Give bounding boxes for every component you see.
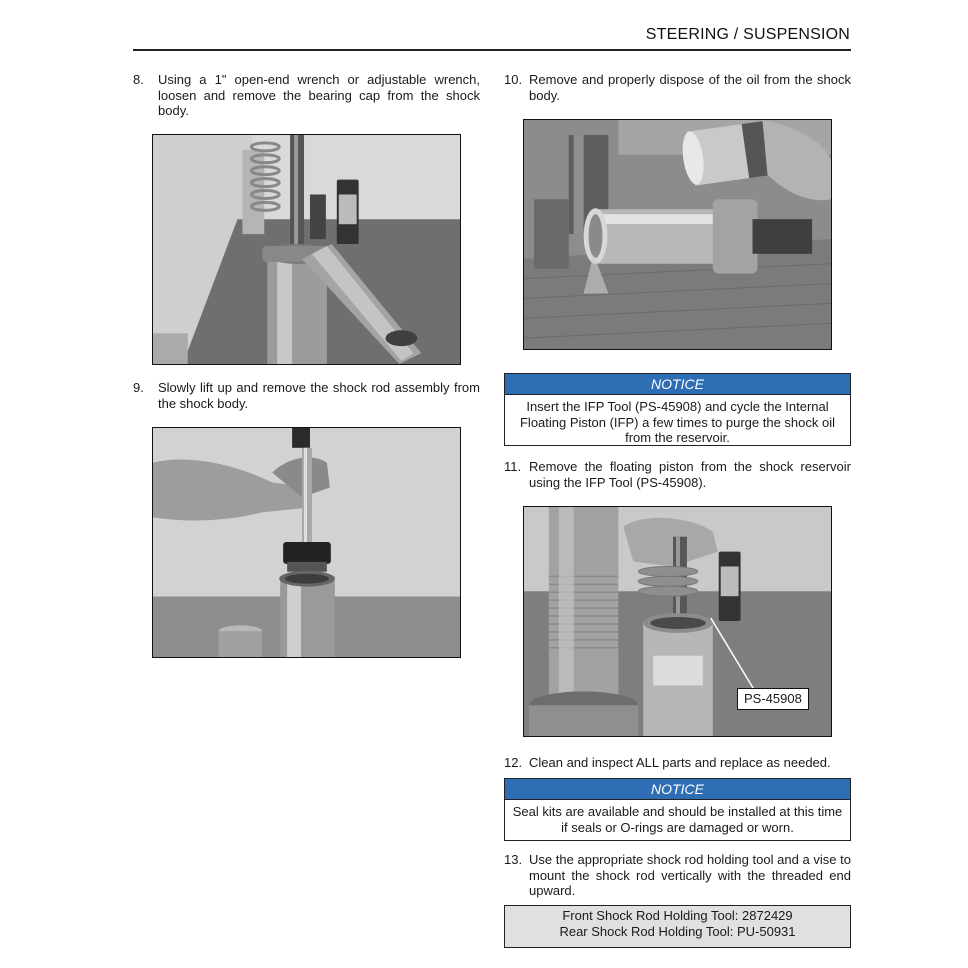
notice-label: NOTICE	[505, 374, 850, 395]
step-number: 12.	[504, 755, 523, 770]
notice-label: NOTICE	[505, 779, 850, 800]
page-header-title: STEERING / SUSPENSION	[645, 26, 850, 43]
step-text: Clean and inspect ALL parts and replace as needed.	[529, 755, 831, 770]
notice-text: Insert the IFP Tool (PS-45908) and cycle the Internal Floating Piston (IFP) a few times to purge the shock oil from the reservoir.	[519, 399, 836, 445]
rear-holding-tool: Rear Shock Rod Holding Tool: PU-50931	[559, 924, 796, 939]
notice-text: Seal kits are available and should be installed at this time if seals or O-rings are damaged or worn.	[512, 804, 843, 835]
step-text: Remove the floating piston from the shock reservoir using the IFP Tool (PS-45908).	[529, 459, 851, 490]
step-11	[504, 459, 851, 491]
step-number: 10.	[504, 72, 523, 87]
step-text: Slowly lift up and remove the shock rod assembly from the shock body.	[158, 380, 480, 411]
step-text: Remove and properly dispose of the oil from the shock body.	[529, 72, 851, 103]
front-holding-tool: Front Shock Rod Holding Tool: 2872429	[562, 908, 793, 923]
step-13	[504, 852, 851, 900]
holding-tools-box	[504, 905, 851, 948]
step-text: Using a 1" open-end wrench or adjustable wrench, loosen and remove the bearing cap from the shock body.	[158, 72, 480, 118]
step-12	[504, 755, 851, 771]
photo-dispose-oil	[523, 119, 832, 350]
photo-oil-illustration	[524, 120, 831, 349]
step-number: 13.	[504, 852, 523, 867]
photo-wrench-illustration	[153, 135, 460, 364]
step-text: Use the appropriate shock rod holding tool and a vise to mount the shock rod vertically with the threaded end upward.	[529, 852, 851, 898]
photo-shock-rod-illustration	[153, 428, 460, 657]
photo-remove-shock-rod	[152, 427, 461, 658]
step-9	[133, 380, 480, 412]
step-number: 8.	[133, 72, 144, 87]
step-8	[133, 72, 480, 120]
tool-callout-label: PS-45908	[737, 688, 809, 710]
photo-wrench-bearing-cap	[152, 134, 461, 365]
step-number: 9.	[133, 380, 144, 395]
step-number: 11.	[504, 459, 522, 474]
step-10	[504, 72, 851, 104]
header-rule	[133, 49, 851, 51]
notice-box-ifp	[504, 373, 851, 446]
notice-box-seal-kits	[504, 778, 851, 841]
